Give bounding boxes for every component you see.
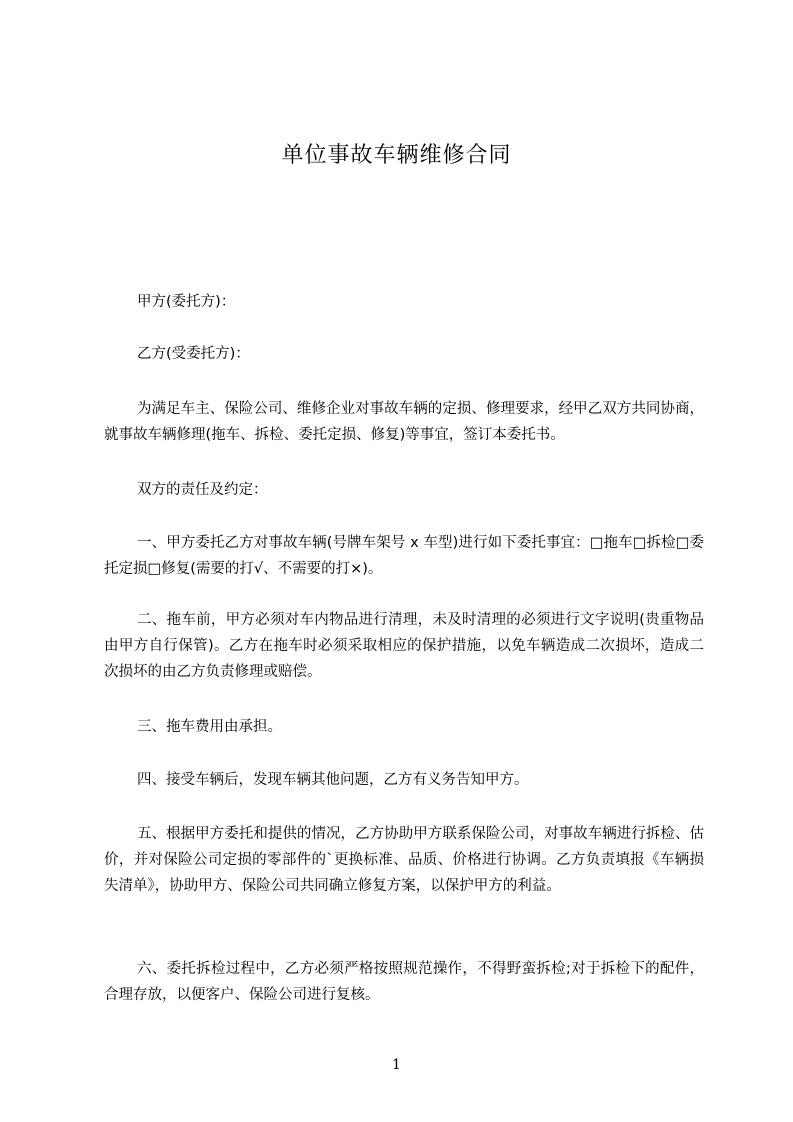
intro-paragraph: 为满足车主、保险公司、维修企业对事故车辆的定损、修理要求，经甲乙双方共同协商，就事故车辆修理(拖车、拆检、委托定损、修复)等事宜，签订本委托书。 [104,401,704,443]
document-title: 单位事故车辆维修合同 [281,143,512,168]
party-b-line: 乙方(受委托方)： [137,346,250,362]
page-number: 1 [392,1057,401,1073]
clause-2: 二、拖车前，甲方必须对车内物品进行清理，未及时清理的必须进行文字说明(贵重物品由甲方自行保管)。乙方在拖车时必须采取相应的保护措施，以免车辆造成二次损坏，造成二次损坏的由乙方负责修理或赔偿。 [104,612,704,680]
clause-4: 四、接受车辆后，发现车辆其他问题，乙方有义务告知甲方。 [137,772,529,788]
clause-1: 一、甲方委托乙方对事故车辆(号牌车架号 x 车型)进行如下委托事宜：□拖车□拆检□委托定损□修复(需要的打√、不需要的打×)。 [104,535,704,577]
responsibilities-heading: 双方的责任及约定： [137,482,268,498]
clause-5: 五、根据甲方委托和提供的情况，乙方协助甲方联系保险公司，对事故车辆进行拆检、估价，并对保险公司定损的零部件的`更换标准、品质、价格进行协调。乙方负责填报《车辆损失清单》，协助甲方、保险公司共同确立修复方案，以保护甲方的利益。 [104,826,704,894]
party-a-line: 甲方(委托方)： [137,294,236,310]
clause-3: 三、拖车费用由承担。 [137,719,282,735]
clause-6: 六、委托拆检过程中，乙方必须严格按照规范操作，不得野蛮拆检;对于拆检下的配件，合理存放，以便客户、保险公司进行复核。 [104,961,704,1003]
